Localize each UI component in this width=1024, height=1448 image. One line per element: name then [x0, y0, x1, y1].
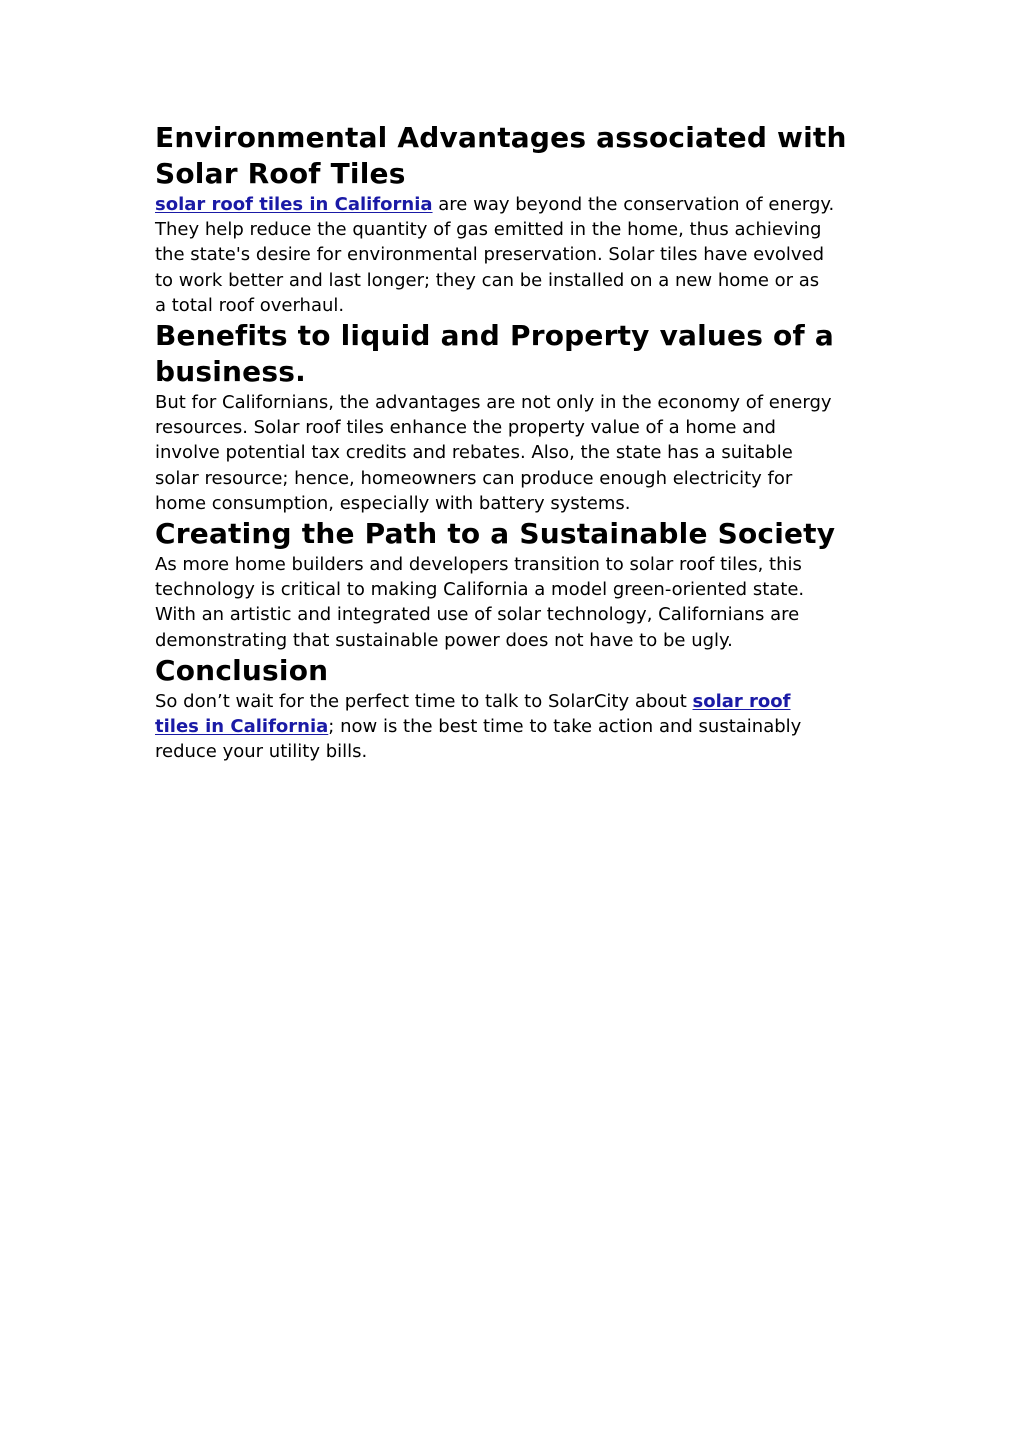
paragraph-text: ; now is the best time to take action and sustainably — [328, 716, 802, 738]
paragraph-text: technology is critical to making California a model green-oriented state. — [155, 579, 805, 601]
paragraph-text: resources. Solar roof tiles enhance the property value of a home and — [155, 417, 776, 439]
section-heading-conclusion: Conclusion — [155, 653, 329, 687]
section-paragraph-environmental-advantages — [155, 192, 885, 318]
paragraph-text: are way beyond the conservation of energy. — [432, 194, 835, 215]
section-heading-sustainable-society: Creating the Path to a Sustainable Society — [155, 517, 836, 551]
paragraph-text: involve potential tax credits and rebates. Also, the state has a suitable — [155, 442, 793, 464]
section-paragraph-sustainable-society — [155, 552, 885, 653]
document-page — [155, 120, 885, 764]
paragraph-text: to work better and last longer; they can be installed on a new home or as — [155, 269, 820, 291]
heading-line: Solar Roof Tiles — [155, 157, 406, 190]
solar-roof-tiles-link[interactable]: tiles in California — [155, 716, 329, 738]
paragraph-text: the state's desire for environmental preservation. Solar tiles have evolved — [155, 244, 825, 266]
paragraph-text: solar resource; hence, homeowners can produce enough electricity for — [155, 467, 793, 489]
paragraph-text: With an artistic and integrated use of solar technology, Californians are — [155, 604, 800, 626]
paragraph-text: As more home builders and developers transition to solar roof tiles, this — [155, 554, 802, 576]
paragraph-text: home consumption, especially with battery systems. — [155, 492, 631, 514]
heading-line: business. — [155, 355, 306, 389]
paragraph-text: But for Californians, the advantages are not only in the economy of energy — [155, 392, 832, 414]
heading-line: Environmental Advantages associated with — [155, 121, 847, 154]
section-paragraph-conclusion — [155, 689, 885, 765]
paragraph-text: a total roof overhaul. — [155, 294, 345, 316]
paragraph-text: reduce your utility bills. — [155, 741, 368, 763]
paragraph-text: They help reduce the quantity of gas emitted in the home, thus achieving — [155, 219, 822, 241]
heading-line: Benefits to liquid and Property values of a — [155, 319, 834, 353]
paragraph-text: So don’t wait for the perfect time to talk to SolarCity about — [155, 690, 693, 712]
solar-roof-tiles-link[interactable]: solar roof — [692, 690, 791, 712]
section-paragraph-benefits — [155, 390, 885, 516]
section-heading-benefits — [155, 318, 885, 390]
section-heading-environmental-advantages — [155, 120, 885, 192]
solar-roof-tiles-link[interactable]: solar roof tiles in California — [155, 194, 433, 215]
paragraph-text: demonstrating that sustainable power does not have to be ugly. — [155, 629, 733, 651]
